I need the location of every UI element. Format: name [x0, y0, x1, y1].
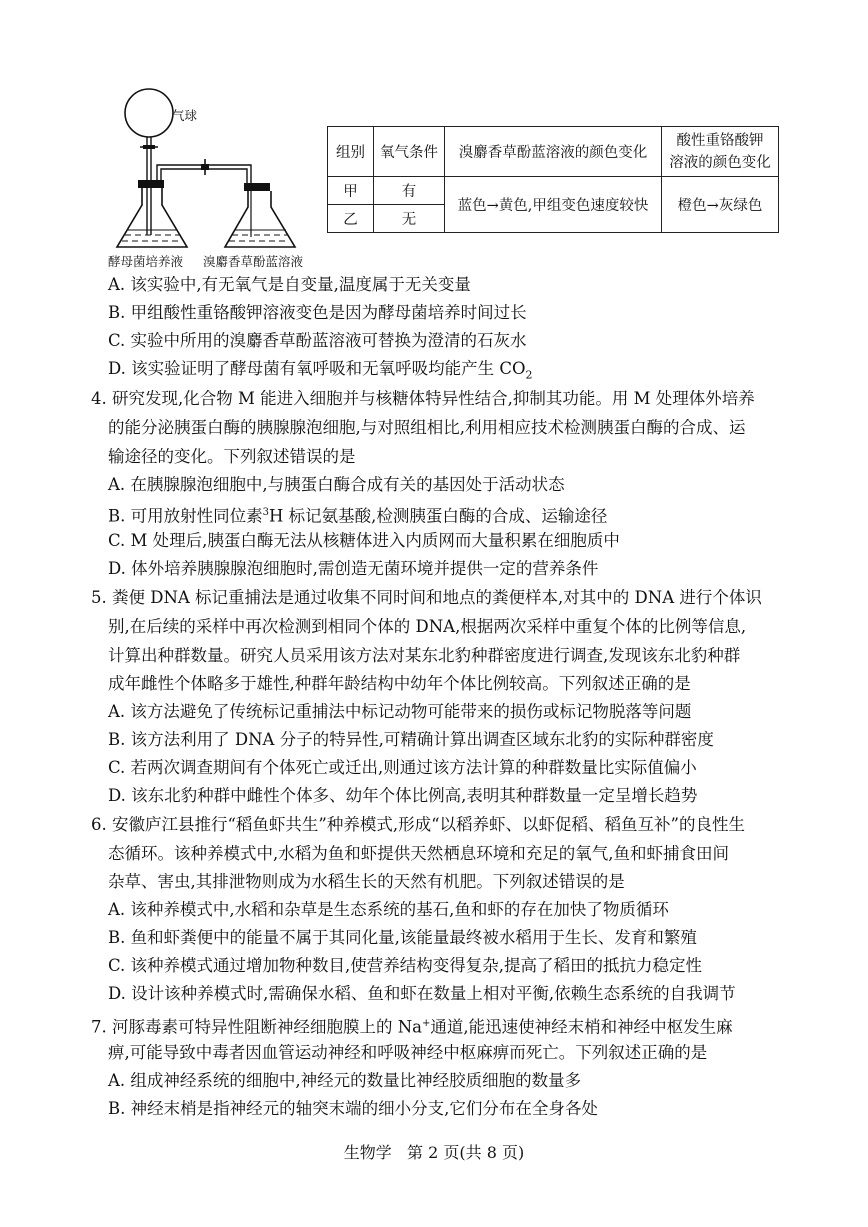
- row-oxygen-yi: 无: [374, 205, 445, 233]
- q7-stem-2: 痹,可能导致中毒者因血管运动神经和呼吸神经中枢麻痹而死亡。下列叙述正确的是: [108, 1043, 708, 1062]
- header-group: 组别: [328, 127, 374, 177]
- q4-option-a: A. 在胰腺腺泡细胞中,与胰蛋白酶合成有关的基因处于活动状态: [108, 475, 565, 494]
- q6-stem-3: 杂草、害虫,其排泄物则成为水稻生长的天然有机肥。下列叙述错误的是: [108, 872, 625, 891]
- q3-option-a: A. 该实验中,有无氧气是自变量,温度属于无关变量: [108, 275, 471, 294]
- q4-option-d: D. 体外培养胰腺腺泡细胞时,需创造无菌环境并提供一定的营养条件: [108, 559, 599, 578]
- flask-2: [225, 183, 295, 247]
- row-group-yi: 乙: [328, 205, 374, 233]
- page-footer: 生物学 第 2 页(共 8 页): [343, 1143, 525, 1162]
- q3-option-d: D. 该实验证明了酵母菌有氧呼吸和无氧呼吸均能产生 $CO_2$: [108, 359, 533, 382]
- q3-option-c: C. 实验中所用的溴麝香草酚蓝溶液可替换为澄清的石灰水: [108, 331, 527, 350]
- row-group-jia: 甲: [328, 177, 374, 205]
- q6-option-c: C. 该种养模式通过增加物种数目,使营养结构变得复杂,提高了稻田的抵抗力稳定性: [108, 956, 703, 975]
- flask2-label: 溴麝香草酚蓝溶液: [203, 254, 304, 269]
- q6-option-a: A. 该种养模式中,水稻和杂草是生态系统的基石,鱼和虾的存在加快了物质循环: [108, 900, 669, 919]
- q4-option-b: B. 可用放射性同位素$^3$H 标记氨基酸,检测胰蛋白酶的合成、运输途径: [108, 506, 608, 526]
- q4-stem-3: 输途径的变化。下列叙述错误的是: [108, 447, 356, 466]
- cell-dichromate-result: 橙色→灰绿色: [662, 177, 779, 233]
- q5-option-a: A. 该方法避免了传统标记重捕法中标记动物可能带来的损伤或标记物脱落等问题: [108, 702, 692, 721]
- q4-option-c: C. M 处理后,胰蛋白酶无法从核糖体进入内质网而大量积累在细胞质中: [108, 531, 620, 550]
- apparatus-diagram: [105, 85, 325, 255]
- q3-option-b: B. 甲组酸性重铬酸钾溶液变色是因为酵母菌培养时间过长: [108, 303, 527, 322]
- q6-option-d: D. 设计该种养模式时,需确保水稻、鱼和虾在数量上相对平衡,依赖生态系统的自我调节: [108, 984, 736, 1003]
- q6-stem-2: 态循环。该种养模式中,水稻为鱼和虾提供天然栖息环境和充足的氧气,鱼和虾捕食田间: [108, 844, 729, 863]
- balloon: [125, 89, 173, 137]
- q7-stem-1: 7. 河豚毒素可特异性阻断神经细胞膜上的 Na+通道,能迅速使神经末梢和神经中枢发生麻: [91, 1017, 733, 1037]
- q5-option-d: D. 该东北豹种群中雌性个体多、幼年个体比例高,表明其种群数量一定呈增长趋势: [108, 786, 698, 805]
- header-btb: 溴麝香草酚蓝溶液的颜色变化: [445, 127, 662, 177]
- q6-option-b: B. 鱼和虾粪便中的能量不属于其同化量,该能量最终被水稻用于生长、发育和繁殖: [108, 928, 697, 947]
- q5-option-c: C. 若两次调查期间有个体死亡或迁出,则通过该方法计算的种群数量比实际值偏小: [108, 758, 697, 777]
- cell-btb-result: 蓝色→黄色,甲组变色速度较快: [445, 177, 662, 233]
- q6-stem-1: 6. 安徽庐江县推行“稻鱼虾共生”种养模式,形成“以稻养虾、以虾促稻、稻鱼互补”的良性生: [91, 815, 745, 834]
- row-oxygen-jia: 有: [374, 177, 445, 205]
- q4-stem-2: 的能分泌胰蛋白酶的胰腺腺泡细胞,与对照组相比,利用相应技术检测胰蛋白酶的合成、运: [108, 418, 746, 437]
- flask1-label: 酵母菌培养液: [108, 254, 184, 269]
- q5-stem-3: 计算出种群数量。研究人员采用该方法对某东北豹种群密度进行调查,发现该东北豹种群: [108, 646, 741, 665]
- header-dichromate: 酸性重铬酸钾 溶液的颜色变化: [662, 127, 779, 177]
- balloon-label: 气球: [172, 108, 198, 123]
- q4-stem-1: 4. 研究发现,化合物 M 能进入细胞并与核糖体特异性结合,抑制其功能。用 M 处理体外培养: [91, 389, 755, 408]
- q5-stem-1: 5. 粪便 DNA 标记重捕法是通过收集不同时间和地点的粪便样本,对其中的 DNA 进行个体识: [91, 588, 762, 607]
- q5-option-b: B. 该方法利用了 DNA 分子的特异性,可精确计算出调查区域东北豹的实际种群密度: [108, 730, 714, 749]
- experiment-table: [327, 126, 779, 233]
- q7-option-b: B. 神经末梢是指神经元的轴突末端的细小分支,它们分布在全身各处: [108, 1099, 598, 1118]
- q5-stem-2: 别,在后续的采样中再次检测到相同个体的 DNA,根据两次采样中重复个体的比例等信息,: [108, 617, 747, 636]
- header-oxygen: 氧气条件: [374, 127, 445, 177]
- flask-1: [117, 180, 187, 247]
- q7-option-a: A. 组成神经系统的细胞中,神经元的数量比神经胶质细胞的数量多: [108, 1071, 582, 1090]
- q5-stem-4: 成年雌性个体略多于雄性,种群年龄结构中幼年个体比例较高。下列叙述正确的是: [108, 674, 691, 693]
